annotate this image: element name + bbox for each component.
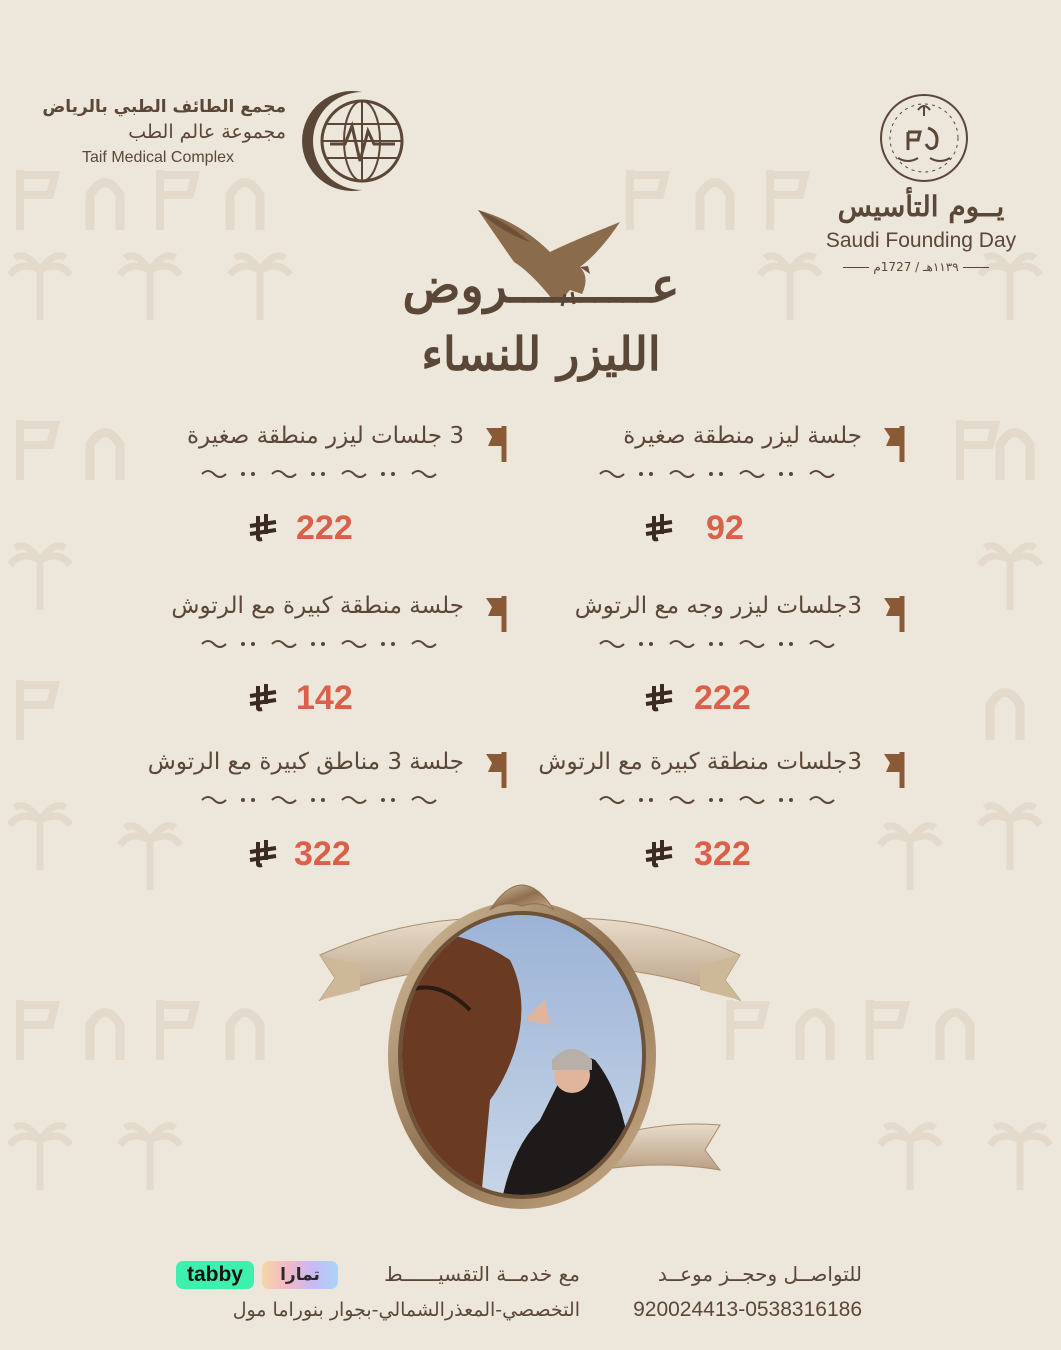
clinic-name-english: Taif Medical Complex — [81, 149, 235, 166]
flag-icon — [484, 750, 510, 790]
flag-icon — [882, 594, 908, 634]
address-text: التخصصي-المعذرالشمالي-بجوار بنوراما مول — [232, 1299, 580, 1321]
offer-item-3 — [508, 588, 908, 738]
clinic-name-block — [30, 96, 286, 170]
flag-icon — [882, 750, 908, 790]
offer-name: 3 جلسات ليزر منطقة صغيرة — [186, 423, 464, 449]
founding-day-date: ١١٣٩هـ / 1727م — [836, 258, 996, 276]
offer-title-line2: الليزر للنساء — [421, 327, 661, 381]
ornament-divider — [596, 794, 836, 806]
riyal-icon — [644, 514, 674, 542]
portrait-frame-image — [300, 850, 760, 1210]
riyal-icon — [248, 514, 278, 542]
founding-day-arabic: يــوم التأسيس — [837, 190, 1005, 223]
ornament-divider — [198, 468, 438, 480]
offer-price: 222 — [694, 679, 751, 717]
offer-name: 3جلسات ليزر وجه مع الرتوش — [574, 593, 862, 619]
flag-icon — [484, 594, 510, 634]
tamara-logo: تمارا — [262, 1261, 338, 1289]
ornament-divider — [596, 468, 836, 480]
installment-label: مع خدمــة التقسيــــــط — [384, 1262, 580, 1286]
offer-price: 222 — [296, 509, 353, 547]
tabby-logo: tabby — [176, 1261, 254, 1289]
ornament-divider — [596, 638, 836, 650]
offer-name: جلسة منطقة كبيرة مع الرتوش — [171, 593, 464, 619]
flag-icon — [882, 424, 908, 464]
founding-day-english: Saudi Founding Day — [825, 229, 1017, 252]
clinic-name-line2: مجموعة عالم الطب — [128, 121, 286, 143]
offer-item-2 — [110, 418, 510, 568]
ornament-divider — [198, 638, 438, 650]
offer-price: 92 — [706, 509, 744, 547]
clinic-name-line1: مجمع الطائف الطبي بالرياض — [42, 97, 286, 117]
founding-day-emblem-icon — [878, 92, 970, 184]
contact-label: للتواصــل وحجــز موعــد — [657, 1262, 862, 1286]
riyal-icon — [248, 840, 278, 868]
offer-title-line1: عــــــــــروض — [402, 258, 680, 314]
offer-price: 142 — [296, 679, 353, 717]
flag-icon — [484, 424, 510, 464]
phone-numbers[interactable]: 920024413-0538316186 — [633, 1298, 862, 1321]
offer-item-1 — [508, 418, 908, 568]
riyal-icon — [248, 684, 278, 712]
offer-price: 322 — [694, 835, 751, 873]
globe-crescent-logo-icon — [300, 86, 410, 196]
offer-name: جلسة 3 مناطق كبيرة مع الرتوش — [147, 749, 464, 775]
offer-item-4 — [110, 588, 510, 738]
offer-price: 322 — [294, 835, 351, 873]
riyal-icon — [644, 684, 674, 712]
offer-name: جلسة ليزر منطقة صغيرة — [623, 423, 862, 449]
ornament-divider — [198, 794, 438, 806]
offer-name: 3جلسات منطقة كبيرة مع الرتوش — [538, 749, 862, 775]
